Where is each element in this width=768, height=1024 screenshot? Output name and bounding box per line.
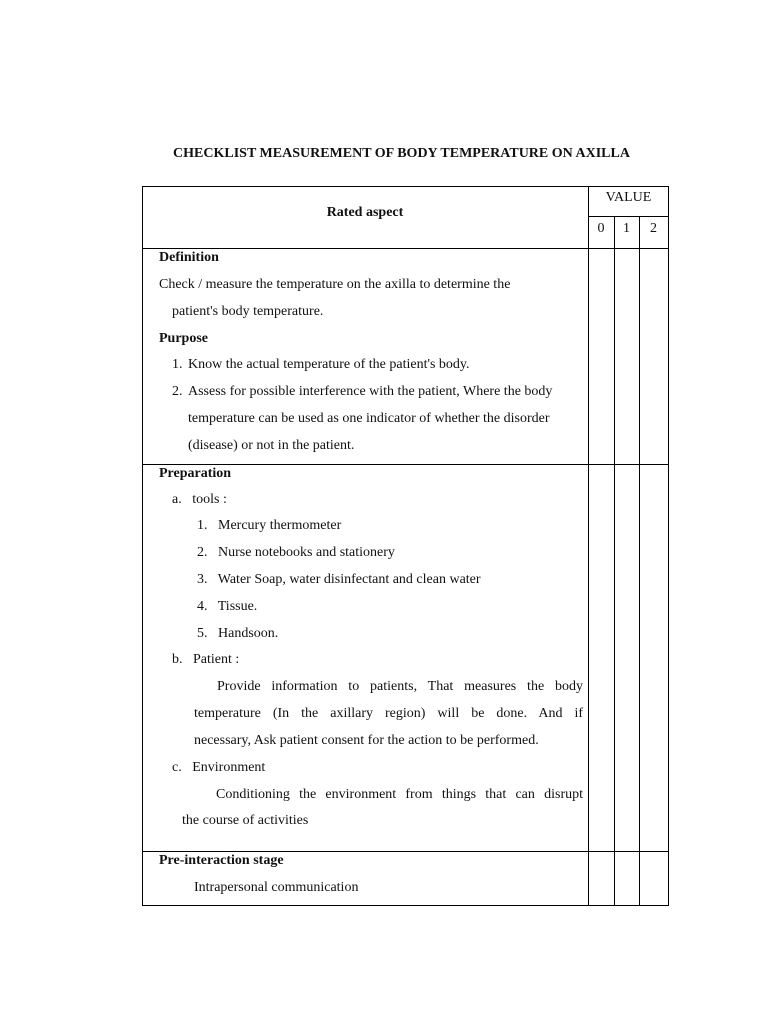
purpose-item: Assess for possible interference with the patient, Where the body	[188, 384, 553, 399]
tools-label: a. tools :	[172, 492, 227, 507]
rated-aspect-header: Rated aspect	[326, 205, 404, 220]
document-title: CHECKLIST MEASUREMENT OF BODY TEMPERATURE ON AXILLA	[173, 146, 630, 161]
purpose-heading: Purpose	[159, 331, 208, 346]
definition-text-line: patient's body temperature.	[172, 304, 324, 319]
preparation-heading: Preparation	[159, 466, 232, 481]
patient-label: b. Patient :	[172, 652, 240, 667]
score-1-column-divider	[614, 216, 615, 906]
table-border-left	[142, 186, 143, 906]
definition-row-divider	[142, 464, 669, 465]
purpose-item-number: 2.	[172, 384, 183, 399]
patient-text-line: temperature (In the axillary region) will be done. And if	[194, 706, 583, 721]
pre-interaction-text: Intrapersonal communication	[194, 880, 359, 895]
tool-item: 2. Nurse notebooks and stationery	[197, 545, 395, 560]
patient-text-line: Provide information to patients, That measures the body	[217, 679, 583, 694]
value-column-divider	[588, 186, 589, 906]
environment-text-line: Conditioning the environment from things that can disrupt	[216, 787, 583, 802]
value-header: VALUE	[605, 190, 652, 205]
purpose-item-continued: temperature can be used as one indicator of whether the disorder	[188, 411, 550, 426]
tool-item: 4. Tissue.	[197, 599, 258, 614]
purpose-item-number: 1.	[172, 357, 183, 372]
purpose-item-continued: (disease) or not in the patient.	[188, 438, 355, 453]
score-2-column-divider	[639, 216, 640, 906]
value-header-divider	[588, 216, 669, 217]
preparation-row-divider	[142, 851, 669, 852]
environment-label: c. Environment	[172, 760, 266, 775]
tool-item: 1. Mercury thermometer	[197, 518, 342, 533]
score-1-header: 1	[623, 221, 630, 236]
patient-text-line: necessary, Ask patient consent for the action to be performed.	[194, 733, 539, 748]
tool-item: 5. Handsoon.	[197, 626, 279, 641]
table-border-right	[668, 186, 669, 906]
table-border-bottom	[142, 905, 669, 906]
header-row-divider	[142, 248, 669, 249]
environment-text-line: the course of activities	[182, 813, 309, 828]
tool-item: 3. Water Soap, water disinfectant and clean water	[197, 572, 481, 587]
checklist-table	[142, 186, 669, 906]
definition-heading: Definition	[159, 250, 219, 265]
pre-interaction-heading: Pre-interaction stage	[159, 853, 284, 868]
definition-text-line: Check / measure the temperature on the axilla to determine the	[159, 277, 511, 292]
table-border-top	[142, 186, 669, 187]
score-2-header: 2	[650, 221, 657, 236]
score-0-header: 0	[597, 221, 605, 236]
purpose-item: Know the actual temperature of the patient's body.	[188, 357, 470, 372]
